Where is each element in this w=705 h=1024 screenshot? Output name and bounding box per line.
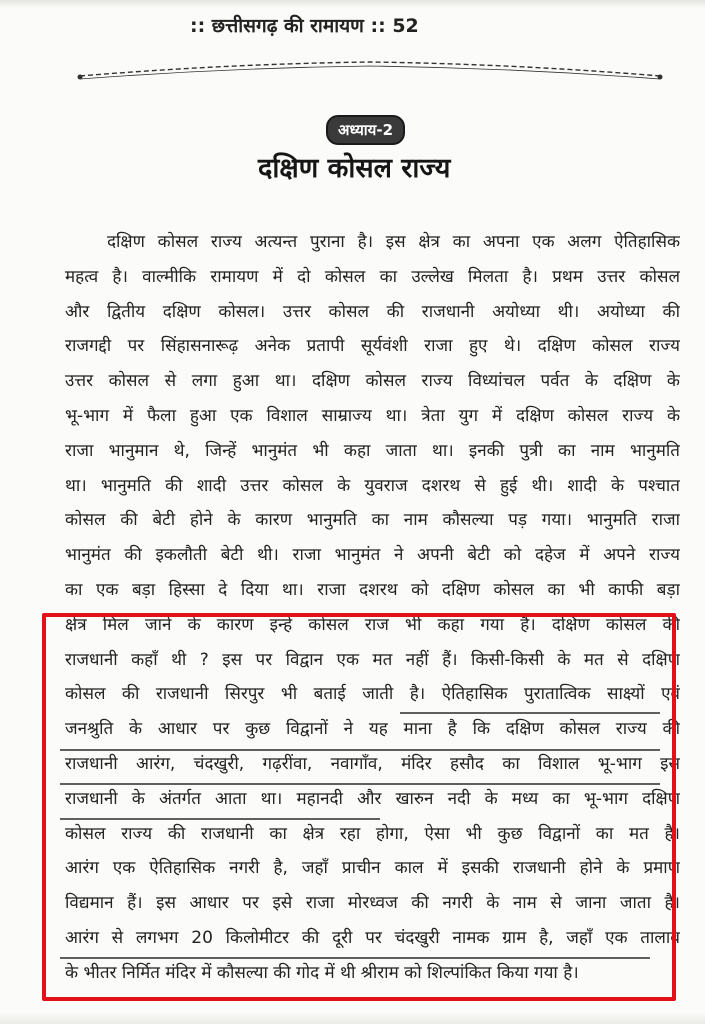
chapter-badge: अध्याय-2	[326, 115, 405, 145]
text-line: कोसल की बेटी होने के कारण भानुमति का नाम कौसल्या पड़ गया। भानुमति राजा	[65, 510, 680, 531]
text-line: विद्यमान हैं। इस आधार पर इसे राजा मोरध्वज की नगरी के नाम से जाना जाता है।	[65, 893, 680, 914]
text-line: भानुमंत की इकलौती बेटी थी। राजा भानुमंत ने अपनी बेटी को दहेज में अपने राज्य	[65, 545, 680, 566]
text-line: राजगद्दी पर सिंहासनारूढ़ अनेक प्रतापी सूर्यवंशी राजा हुए थे। दक्षिण कोसल राज्य	[65, 336, 680, 357]
text-line: आरंग से लगभग 20 किलोमीटर की दूरी पर चंदखुरी नामक ग्राम है, जहाँ एक तालाब	[65, 927, 680, 948]
text-line: राजधानी आरंग, चंदखुरी, गढ़रींवा, नवागाँव, मंदिर हसौद का विशाल भू-भाग इस	[65, 753, 680, 774]
text-line: दक्षिण कोसल राज्य अत्यन्त पुराना है। इस क्षेत्र का अपना एक अलग ऐतिहासिक	[107, 232, 680, 252]
text-line: भू-भाग में फैला हुआ एक विशाल साम्राज्य था। त्रेता युग में दक्षिण कोसल राज्य के	[65, 405, 680, 426]
running-header: :: छत्तीसगढ़ की रामायण :: 52	[190, 15, 419, 37]
decorative-divider	[75, 58, 665, 84]
text-line: कोसल राज्य की राजधानी का क्षेत्र रहा होगा, ऐसा भी कुछ विद्वानों का मत है।	[65, 823, 680, 844]
text-line: राजधानी कहाँ थी ? इस पर विद्वान एक मत नहीं हैं। किसी-किसी के मत से दक्षिण	[65, 649, 680, 670]
text-line: था। भानुमति की शादी उत्तर कोसल के युवराज दशरथ से हुई थी। शादी के पश्चात	[65, 475, 680, 496]
text-line: आरंग एक ऐतिहासिक नगरी है, जहाँ प्राचीन काल में इसकी राजधानी होने के प्रमाण	[65, 858, 680, 879]
page-top-shadow	[0, 0, 705, 8]
highlight-box	[42, 613, 676, 1001]
text-line: के भीतर निर्मित मंदिर में कौसल्या की गोद में थी श्रीराम को शिल्पांकित किया गया है।	[65, 962, 579, 983]
chapter-title: दक्षिण कोसल राज्य	[258, 153, 451, 184]
text-line: राजा भानुमान थे, जिन्हें भानुमंत भी कहा जाता था। इनकी पुत्री का नाम भानुमति	[65, 440, 680, 461]
text-line: का एक बड़ा हिस्सा दे दिया था। राजा दशरथ को दक्षिण कोसल का भी काफी बड़ा	[65, 579, 680, 600]
text-line: कोसल की राजधानी सिरपुर भी बताई जाती है। ऐतिहासिक पुरातात्विक साक्ष्यों एवं	[65, 684, 680, 705]
text-line: राजधानी के अंतर्गत आता था। महानदी और खारुन नदी के मध्य का भू-भाग दक्षिण	[65, 788, 680, 809]
text-line: और द्वितीय दक्षिण कोसल। उत्तर कोसल की राजधानी अयोध्या थी। अयोध्या की	[65, 301, 680, 322]
text-line: उत्तर कोसल से लगा हुआ था। दक्षिण कोसल राज्य विध्यांचल पर्वत के दक्षिण के	[65, 371, 680, 392]
text-line: महत्व है। वाल्मीकि रामायण में दो कोसल का उल्लेख मिलता है। प्रथम उत्तर कोसल	[65, 266, 680, 287]
page-bottom-shadow	[0, 1012, 705, 1024]
text-line: जनश्रुति के आधार पर कुछ विद्वानों ने यह माना है कि दक्षिण कोसल राज्य की	[65, 719, 680, 740]
text-line: क्षेत्र मिल जाने के कारण इन्हें कोसल राज भी कहा गया है। दक्षिण कोसल की	[65, 614, 680, 635]
